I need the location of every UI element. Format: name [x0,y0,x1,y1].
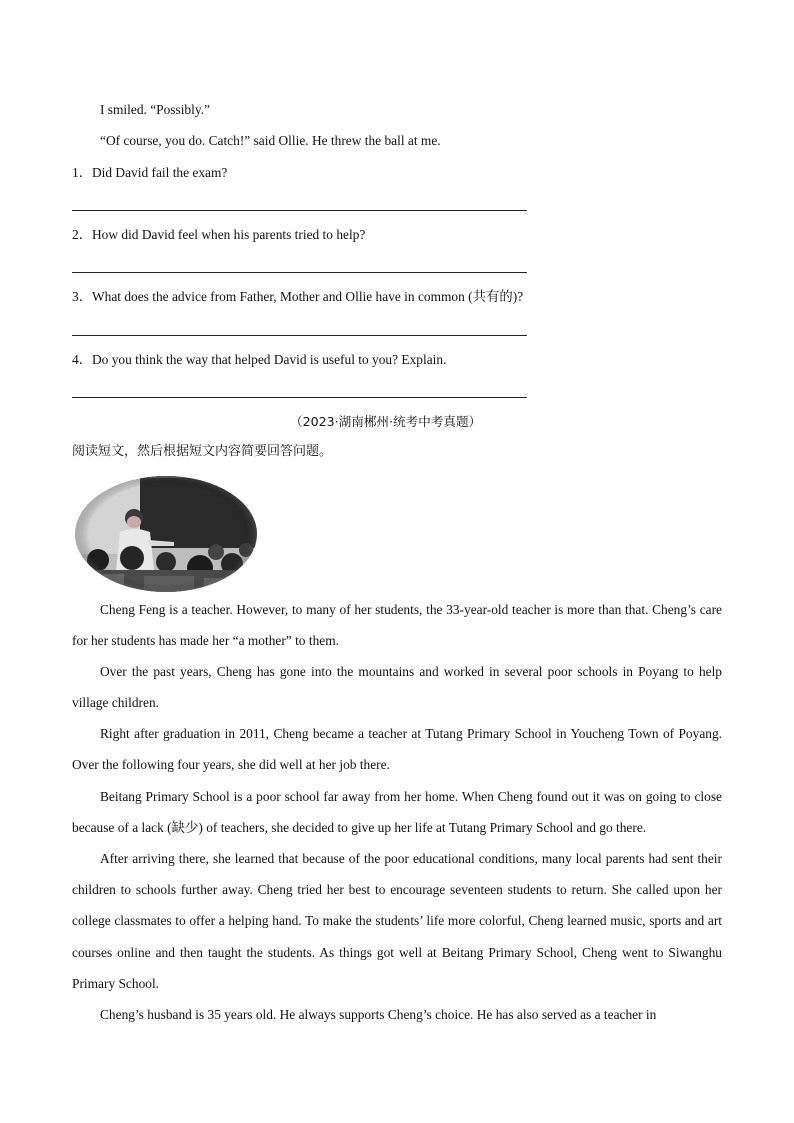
story-line-2: “Of course, you do. Catch!” said Ollie. He threw the ball at me. [100,133,441,148]
answer-line-4[interactable] [72,397,527,398]
question-2 [72,226,365,244]
source-citation: （2023·湖南郴州·统考中考真题） [290,414,482,429]
question-number: 3． [72,289,93,304]
answer-line-1[interactable] [72,210,527,211]
passage-paragraph-3: Right after graduation in 2011, Cheng became a teacher at Tutang Primary School in Youcheng Town of Poyang. Over the following four years, she did well at her job there. [72,726,722,773]
question-text: Did David fail the exam? [92,165,228,180]
passage-paragraph-4: Beitang Primary School is a poor school far away from her home. When Cheng found out it was on going to close because of a lack (缺少) of teachers, she decided to give up her life at Tutang Primary School and go there. [72,789,722,836]
question-4 [72,351,446,369]
passage-paragraph-1: Cheng Feng is a teacher. However, to many of her students, the 33-year-old teacher is more than that. Cheng’s care for her students has made her “a mother” to them. [72,602,722,649]
instruction-text: 阅读短文，然后根据短文内容简要回答问题。 [72,444,333,459]
question-number: 4． [72,352,93,367]
passage-paragraph-5: After arriving there, she learned that because of the poor educational conditions, many local parents had sent their children to schools further away. Cheng tried her best to encourage seventeen students to return. She called upon her college classmates to offer a helping hand. To make the students’ life more colorful, Cheng learned music, sports and art courses online and then taught the students. As things got well at Beitang Primary School, Cheng went to Siwanghu Primary School. [72,851,722,991]
question-number: 1． [72,165,93,180]
question-text: What does the advice from Father, Mother and Ollie have in common (共有的)? [92,289,524,304]
question-number: 2． [72,227,93,242]
question-text: Do you think the way that helped David is useful to you? Explain. [92,352,447,367]
story-line-1: I smiled. “Possibly.” [100,102,210,117]
passage-paragraph-2: Over the past years, Cheng has gone into the mountains and worked in several poor schools in Poyang to help village children. [72,664,722,711]
question-text: How did David feel when his parents tried to help? [92,227,366,242]
classroom-photo [74,474,258,594]
passage-paragraph-6: Cheng’s husband is 35 years old. He always supports Cheng’s choice. He has also served as a teacher in [100,1007,657,1022]
answer-line-3[interactable] [72,335,527,336]
question-1 [72,164,227,182]
question-3 [72,288,523,306]
answer-line-2[interactable] [72,272,527,273]
